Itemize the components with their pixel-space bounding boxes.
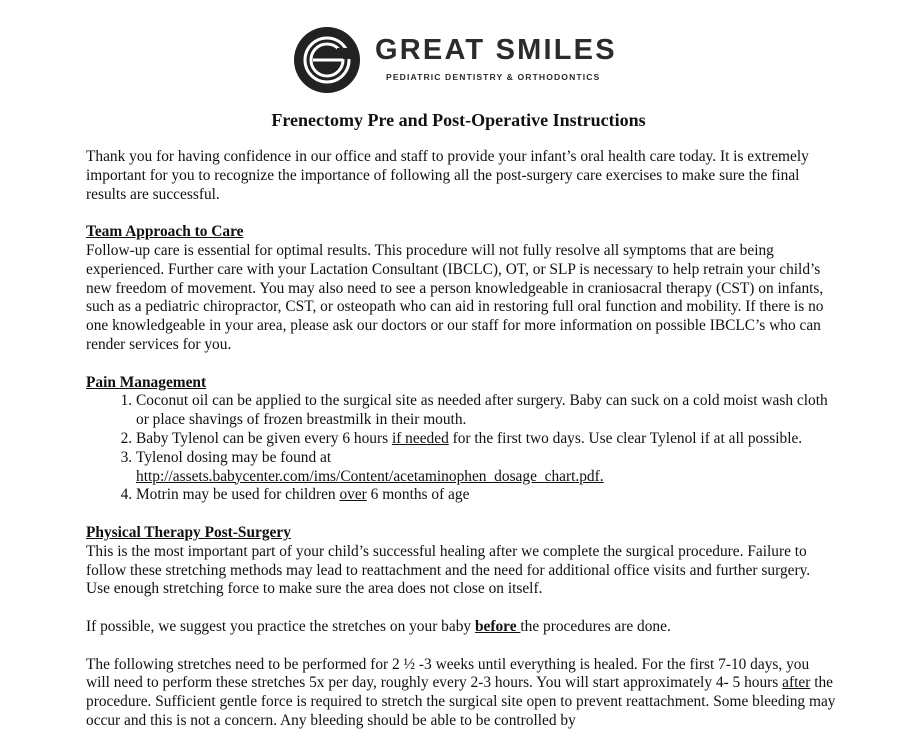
pain-item-2-text-after: for the first two days. Use clear Tylenol if at all possible.	[448, 429, 803, 447]
document-body	[86, 148, 836, 750]
brand-name: GREAT SMILES	[375, 34, 617, 66]
stretch-schedule-paragraph	[86, 656, 836, 731]
pain-management-heading: Pain Management	[86, 373, 207, 391]
pain-management-section	[86, 374, 836, 506]
tylenol-dosage-link[interactable]: http://assets.babycenter.com/ims/Content/acetaminophen_dosage_chart.pdf.	[136, 467, 604, 485]
pain-item-3-text: Tylenol dosing may be found at	[136, 448, 332, 466]
pain-item-4-emphasis: over	[339, 486, 367, 504]
pain-item-2-emphasis: if needed	[391, 429, 449, 447]
suggestion-text-after: the procedures are done.	[520, 617, 671, 635]
brand-tagline: PEDIATRIC DENTISTRY & ORTHODONTICS	[386, 72, 601, 82]
suggestion-text-before: If possible, we suggest you practice the stretches on your baby	[86, 617, 475, 635]
stretch-text-part-2: the procedure. Sufficient gentle force is required to stretch the surgical site open to prevent reattachment. Some bleeding may occur and this is not a concern. Any bleeding should be able to be controlled by	[86, 674, 836, 729]
logo	[293, 26, 633, 96]
list-item	[136, 430, 836, 449]
great-smiles-logo-mark-icon	[293, 26, 361, 94]
intro-paragraph: Thank you for having confidence in our office and staff to provide your infant’s oral health care today. It is extremely important for you to recognize the importance of following all the post-surgery care exercises to make sure the final results are successful.	[86, 148, 809, 203]
document-title: Frenectomy Pre and Post-Operative Instructions	[271, 110, 646, 130]
team-approach-body: Follow-up care is essential for optimal results. This procedure will not fully resolve all symptoms that are being experienced. Further care with your Lactation Consultant (IBCLC), OT, or SLP is necessary to help retrain your child’s new freedom of movement. You may also need to see a person knowledgeable in craniosacral therapy (CST) on infants, such as a pediatric chiropractor, CST, or osteopath who can aid in restoring full oral function and mobility. If there is no one knowledgeable in your area, please ask our doctors or our staff for more information on possible IBCLC’s who can render services for you.	[86, 241, 824, 353]
stretch-text-part-1: The following stretches need to be performed for 2 ½ -3 weeks until everything is healed. For the first 7-10 days, you will need to perform these stretches 5x per day, roughly every 2-3 hours. You will start approximately 4- 5 hours	[86, 655, 810, 692]
team-approach-heading: Team Approach to Care	[86, 223, 244, 241]
stretch-emphasis: after	[782, 674, 811, 692]
pain-item-1-text: Coconut oil can be applied to the surgical site as needed after surgery. Baby can suck on a cold moist wash cloth or place shavings of frozen breastmilk in their mouth.	[136, 392, 828, 429]
team-approach-section	[86, 223, 836, 355]
physical-therapy-body: This is the most important part of your child’s successful healing after we complete the surgical procedure. Failure to follow these stretching methods may lead to reattachment and the need for additional office visits and further surgery. Use enough stretching force to make sure the area does not close on itself.	[86, 542, 811, 598]
physical-therapy-section	[86, 524, 836, 731]
practice-suggestion-paragraph	[86, 618, 836, 637]
physical-therapy-heading: Physical Therapy Post-Surgery	[86, 523, 291, 541]
list-item	[136, 392, 836, 430]
pain-item-4-text-before: Motrin may be used for children	[136, 486, 340, 504]
suggestion-emphasis: before	[474, 617, 521, 635]
pain-management-list	[86, 392, 836, 505]
pain-item-2-text-before: Baby Tylenol can be given every 6 hours	[136, 429, 392, 447]
list-item	[136, 486, 836, 505]
pain-item-4-text-after: 6 months of age	[366, 486, 470, 504]
list-item	[136, 449, 836, 487]
